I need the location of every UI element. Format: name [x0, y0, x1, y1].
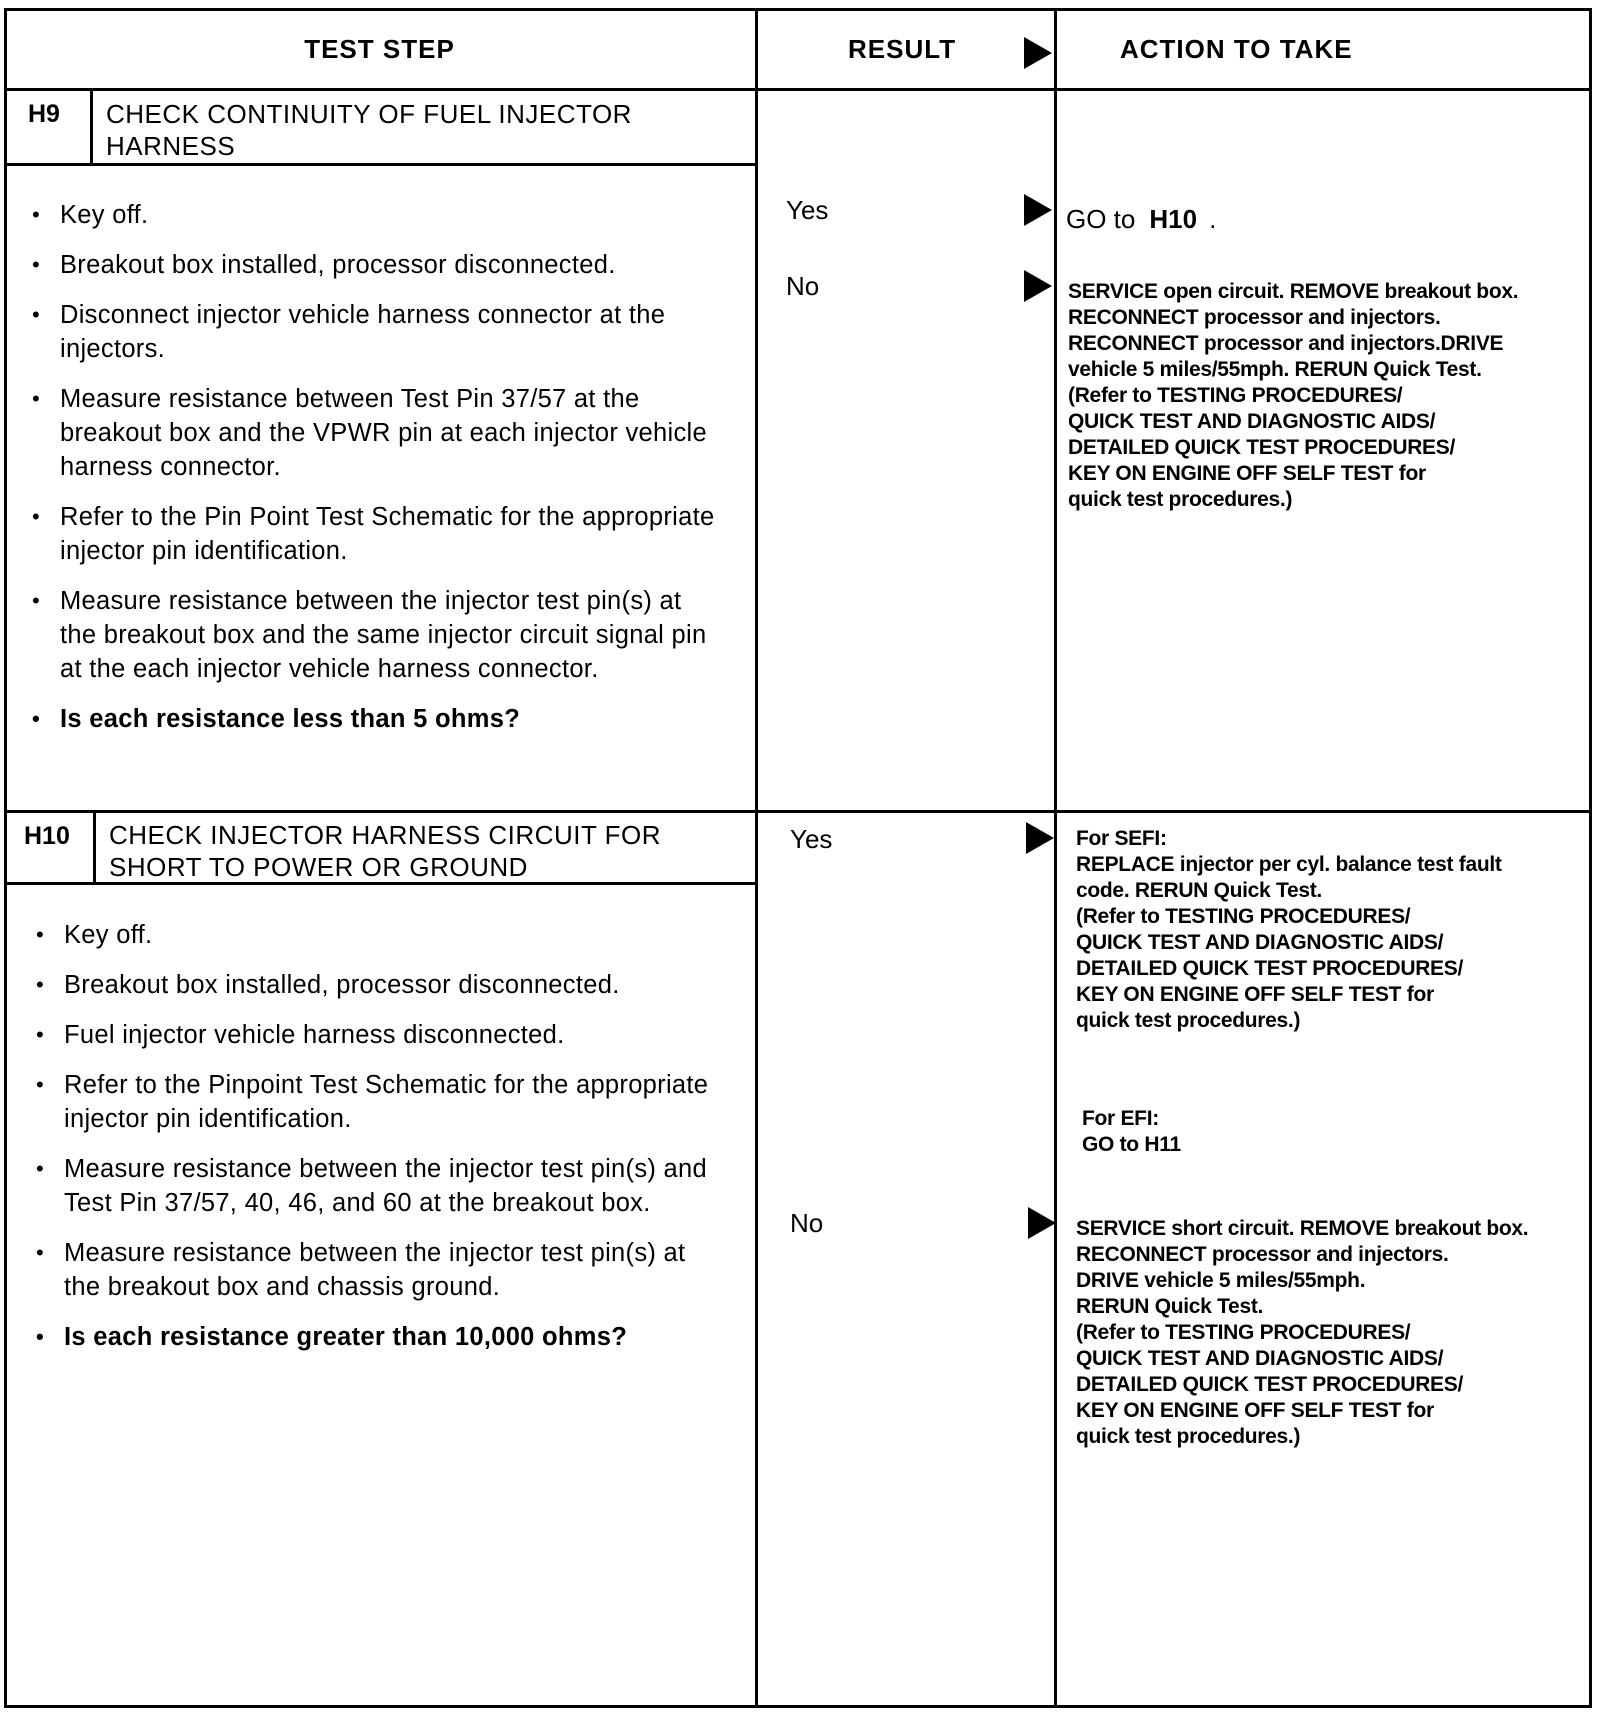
action-line: RECONNECT processor and injectors.DRIVE	[1068, 332, 1504, 355]
list-item: • Measure resistance between the injector test pin(s) and Test Pin 37/57, 40, 46, and 60 at the breakout box.	[34, 1152, 724, 1220]
h9-title-divider	[4, 163, 755, 166]
action-line: For EFI:	[1082, 1107, 1159, 1130]
goto-text: GO to	[1066, 204, 1136, 234]
h9-result-no: No	[786, 271, 820, 301]
list-item: • Measure resistance between Test Pin 37/57 at the breakout box and the VPWR pin at each injector vehicle harness connector.	[30, 382, 720, 484]
title-line: HARNESS	[106, 131, 236, 161]
h10-result-yes: Yes	[790, 824, 833, 854]
h10-efi-action	[1082, 1106, 1181, 1158]
h10-yes-action	[1076, 826, 1502, 1034]
h10-bullet-list	[34, 918, 724, 1370]
title-line: SHORT TO POWER OR GROUND	[109, 852, 528, 882]
action-line: RERUN Quick Test.	[1076, 1295, 1264, 1318]
action-line: DETAILED QUICK TEST PROCEDURES/	[1076, 957, 1464, 980]
action-line: GO to H11	[1082, 1133, 1181, 1156]
action-line: KEY ON ENGINE OFF SELF TEST for	[1076, 983, 1434, 1006]
list-item: • Breakout box installed, processor disconnected.	[30, 248, 720, 282]
h10-yes-arrow-icon	[1026, 822, 1054, 854]
action-line: code. RERUN Quick Test.	[1076, 879, 1322, 902]
action-line: KEY ON ENGINE OFF SELF TEST for	[1076, 1399, 1434, 1422]
list-item: • Breakout box installed, processor disconnected.	[34, 968, 724, 1002]
step-divider	[4, 810, 1592, 813]
h10-result-no: No	[790, 1208, 824, 1238]
action-line: (Refer to TESTING PROCEDURES/	[1068, 384, 1403, 407]
action-line: QUICK TEST AND DIAGNOSTIC AIDS/	[1076, 1347, 1444, 1370]
goto-target: H10	[1149, 204, 1198, 234]
header-test-step: TEST STEP	[304, 33, 455, 64]
list-item: • Measure resistance between the injector test pin(s) at the breakout box and the same injector circuit signal pin at the each injector vehicle harness connector.	[30, 584, 720, 686]
h9-no-action	[1068, 279, 1518, 513]
h9-no-arrow-icon	[1024, 270, 1052, 302]
h10-no-action	[1076, 1216, 1528, 1450]
list-item: • Disconnect injector vehicle harness connector at the injectors.	[30, 298, 720, 366]
action-line: (Refer to TESTING PROCEDURES/	[1076, 1321, 1411, 1344]
action-line: DRIVE vehicle 5 miles/55mph.	[1076, 1269, 1366, 1292]
h9-yes-arrow-icon	[1024, 194, 1052, 226]
action-line: For SEFI:	[1076, 827, 1167, 850]
action-line: SERVICE open circuit. REMOVE breakout box.	[1068, 280, 1519, 303]
step-code-h9: H9	[28, 100, 60, 128]
action-line: QUICK TEST AND DIAGNOSTIC AIDS/	[1076, 931, 1444, 954]
goto-suffix: .	[1209, 204, 1217, 234]
title-line: CHECK INJECTOR HARNESS CIRCUIT FOR	[109, 820, 661, 850]
action-line: vehicle 5 miles/55mph. RERUN Quick Test.	[1068, 358, 1482, 381]
h9-bullet-list	[30, 198, 720, 752]
action-line: RECONNECT processor and injectors.	[1076, 1243, 1449, 1266]
list-item: • Fuel injector vehicle harness disconnected.	[34, 1018, 724, 1052]
action-line: quick test procedures.)	[1076, 1009, 1301, 1032]
list-item: • Measure resistance between the injector test pin(s) at the breakout box and chassis ground.	[34, 1236, 724, 1304]
h10-code-divider	[93, 810, 96, 884]
title-line: CHECK CONTINUITY OF FUEL INJECTOR	[106, 99, 632, 129]
column-divider-action	[1054, 8, 1057, 1708]
list-item: • Refer to the Pin Point Test Schematic for the appropriate injector pin identification.	[30, 500, 720, 568]
list-item: • Key off.	[30, 198, 720, 232]
h9-yes-action	[1066, 204, 1216, 235]
header-result: RESULT	[848, 33, 957, 64]
action-line: QUICK TEST AND DIAGNOSTIC AIDS/	[1068, 410, 1436, 433]
question: • Is each resistance greater than 10,000 ohms?	[34, 1320, 724, 1354]
action-line: REPLACE injector per cyl. balance test fault	[1076, 853, 1502, 876]
list-item: • Refer to the Pinpoint Test Schematic for the appropriate injector pin identification.	[34, 1068, 724, 1136]
action-line: quick test procedures.)	[1076, 1425, 1301, 1448]
column-divider-result	[755, 8, 758, 1708]
action-line: KEY ON ENGINE OFF SELF TEST for	[1068, 462, 1426, 485]
header-arrow-icon	[1024, 37, 1052, 69]
step-title-h10	[109, 819, 661, 883]
action-line: (Refer to TESTING PROCEDURES/	[1076, 905, 1411, 928]
action-line: SERVICE short circuit. REMOVE breakout box.	[1076, 1217, 1529, 1240]
h9-code-divider	[90, 88, 93, 165]
list-item: • Key off.	[34, 918, 724, 952]
step-title-h9	[106, 98, 632, 162]
action-line: DETAILED QUICK TEST PROCEDURES/	[1076, 1373, 1464, 1396]
action-line: RECONNECT processor and injectors.	[1068, 306, 1441, 329]
header-action: ACTION TO TAKE	[1120, 33, 1353, 64]
h10-no-arrow-icon	[1028, 1207, 1056, 1239]
h9-result-yes: Yes	[786, 195, 829, 225]
question: • Is each resistance less than 5 ohms?	[30, 702, 720, 736]
action-line: quick test procedures.)	[1068, 488, 1293, 511]
action-line: DETAILED QUICK TEST PROCEDURES/	[1068, 436, 1456, 459]
step-code-h10: H10	[24, 822, 70, 850]
